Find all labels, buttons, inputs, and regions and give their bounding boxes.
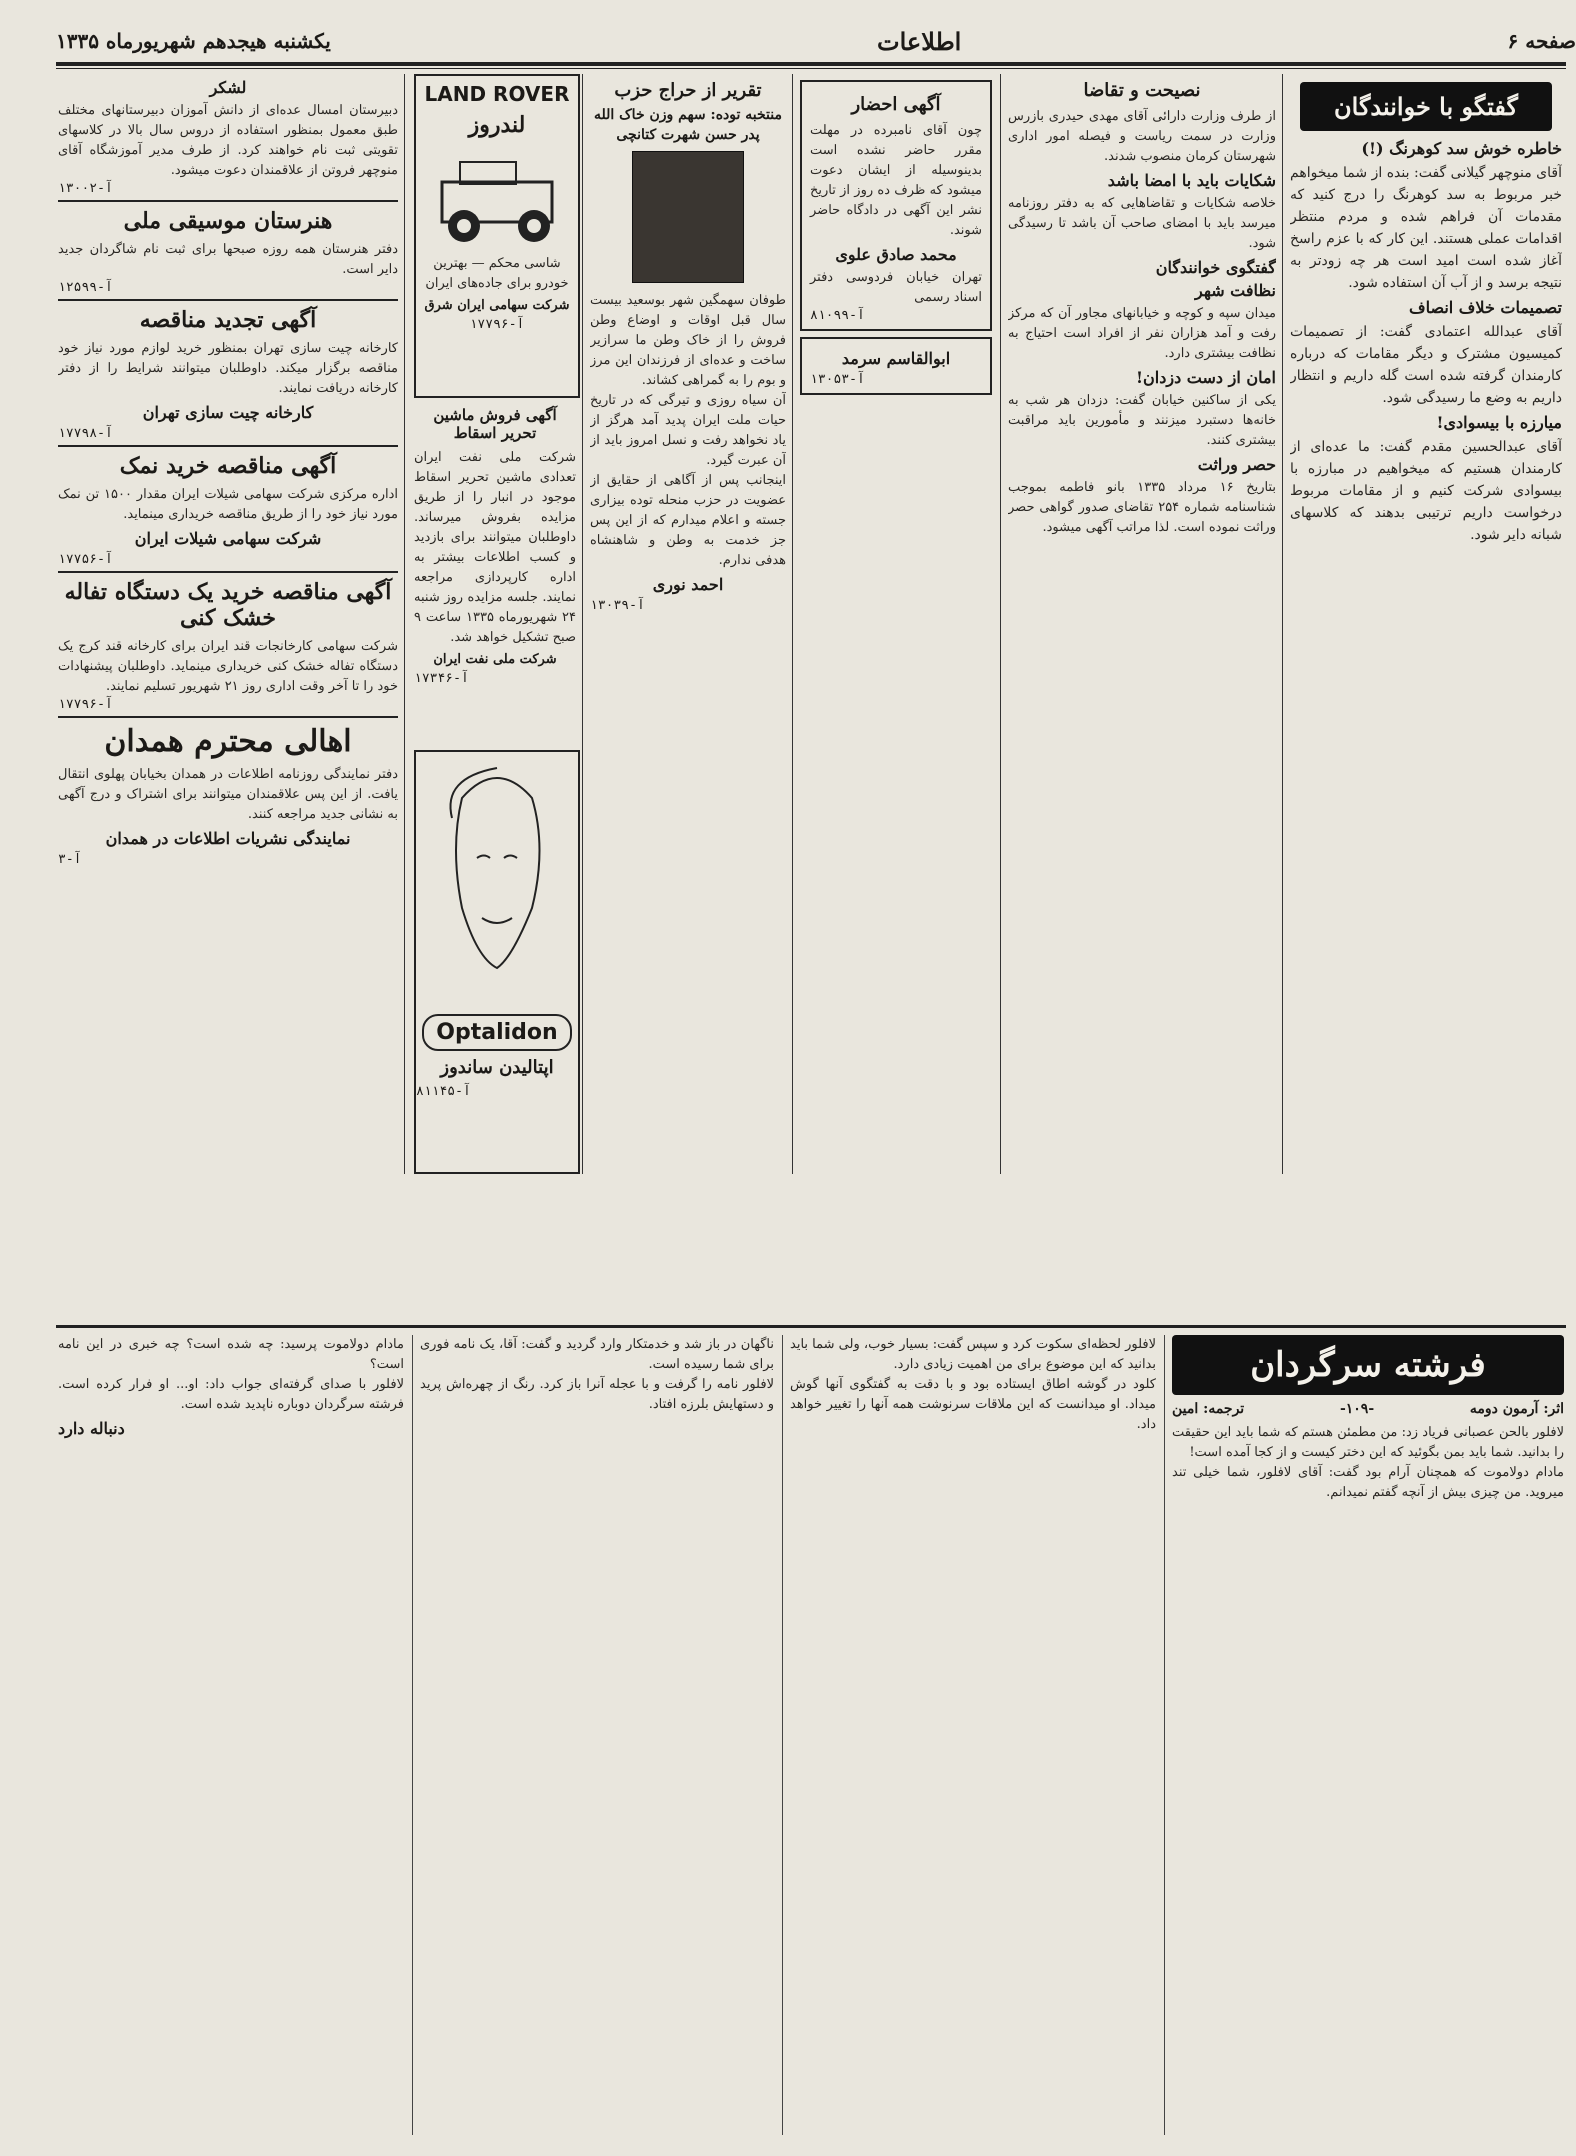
- readers-item2-text: آقای عبدالله اعتمادی گفت: از تصمیمات کمیسیون مشترک و دیگر مقامات که درباره کارمندان گرفته شده است گله داریم و انتظار داریم به وضع ما رسیدگی شود.: [1290, 324, 1562, 406]
- serial-p4: کلود در گوشه اطاق ایستاده بود و با دقت به گفتگوی آنها گوش میداد. او میدانست که این ملاقات سرنوشت همه آنها را تغییر خواهد داد.: [790, 1377, 1156, 1432]
- news-s3-title: نظافت شهر: [1195, 281, 1276, 300]
- ad1-text: دبیرستان امسال عده‌ای از دانش آموزان دبیرستانهای مختلف طبق معمول بمنظور استفاده از دروس سال بالا در کلاسهای تقویتی ثبت نام خواهند کرد. از طرف مدیر آموزشگاه آقای منوچهر فروتن از علاقمندان دعوت میشود.: [58, 103, 398, 178]
- serial-translator: ترجمه: امین: [1172, 1401, 1245, 1417]
- decl-text2: آن سیاه روزی و تیرگی که در تاریخ حیات ملت ایران پدید آمد هرگز از یاد نخواهد رفت و نسل امروز باید از آن عبرت گیرد.: [590, 393, 786, 468]
- typewriter-title: آگهی فروش ماشین تحریر اسقاط: [433, 406, 557, 442]
- serial-top-rule: [56, 1325, 1566, 1328]
- serial-column-4: [58, 1335, 404, 2135]
- page-number: صفحه ۶: [1507, 29, 1576, 53]
- notice-sig: محمد صادق علوی: [835, 245, 957, 264]
- land-rover-ad: [414, 74, 580, 398]
- land-rover-illustration: [422, 144, 572, 254]
- serial-continued: دنباله دارد: [58, 1419, 125, 1438]
- ad2-code: آ-۱۲۵۹۹: [58, 280, 113, 295]
- ad-separator: [58, 445, 398, 447]
- ad4-sig: شرکت سهامی شیلات ایران: [134, 529, 322, 548]
- land-rover-tagline: شاسی محکم — بهترین خودرو برای جاده‌های ایران: [425, 256, 569, 291]
- decl-text3: اینجانب پس از آگاهی از حقایق از عضویت در حزب منحله توده بیزاری جسته و اعلام میدارم که از این پس جز خدمت به وطن و شاهنشاه هدفی ندارم.: [590, 473, 786, 568]
- header-rule: [56, 62, 1566, 66]
- page-header: [56, 26, 1576, 56]
- ad3-text: کارخانه چیت سازی تهران بمنظور خرید لوازم مورد نیاز خود مناقصه برگزار میکند. داوطلبان میتوانند شرایط را از دفتر کارخانه دریافت نمایند.: [58, 341, 398, 396]
- news-s1-text: خلاصه شکایات و تقاضاهایی که به دفتر روزنامه میرسد باید با امضای صاحب آن باشد تا رسیدگی شود.: [1008, 196, 1276, 251]
- ad1-code: آ-۱۳۰۰۲: [58, 181, 113, 196]
- serial-column-3: [420, 1335, 774, 2135]
- ad6-sig: نمایندگی نشریات اطلاعات در همدان: [105, 829, 351, 848]
- column-news: [1008, 74, 1276, 1174]
- optalidon-code: آ-۸۱۱۴۵: [416, 1084, 471, 1099]
- decl-subtitle2: پدر حسن شهرت کتانچی: [616, 127, 760, 143]
- serial-divider: [782, 1335, 783, 2135]
- typewriter-sig: شرکت ملی نفت ایران: [433, 652, 557, 667]
- land-rover-company: شرکت سهامی ایران شرق: [424, 298, 570, 313]
- news-s5-title: حصر وراثت: [1197, 455, 1276, 474]
- land-rover-code: آ-۱۷۷۹۶: [469, 317, 525, 332]
- serial-column-1: [1172, 1335, 1564, 2135]
- ad6-code: آ-۳: [58, 852, 82, 867]
- paper-name: اطلاعات: [877, 26, 962, 56]
- ad5-code: آ-۱۷۷۹۶: [58, 697, 113, 712]
- notice-code: آ-۸۱۰۹۹: [810, 308, 865, 323]
- column-divider: [404, 74, 405, 1174]
- ad2-text: دفتر هنرستان همه روزه صبحها برای ثبت نام شاگردان جدید دایر است.: [58, 242, 398, 277]
- land-rover-brand-fa: لندروز: [468, 112, 526, 138]
- serial-divider: [1164, 1335, 1165, 2135]
- news-s5-text: بتاریخ ۱۶ مرداد ۱۳۳۵ بانو فاطمه بموجب شناسنامه شماره ۲۵۴ تقاضای صدور گواهی حصر وراثت نموده است. لذا مراتب آگهی میشود.: [1008, 480, 1276, 535]
- typewriter-code: آ-۱۷۳۴۶: [414, 671, 469, 686]
- serial-p6: لافلور نامه را گرفت و با عجله آنرا باز کرد. رنگ از چهره‌اش پرید و دستهایش بلرزه افتاد.: [420, 1377, 774, 1412]
- ad5-text: شرکت سهامی کارخانجات قند ایران برای کارخانه قند کرج یک دستگاه تفاله خشک کنی خریداری مینماید. داوطلبان پیشنهادات خود را تا آخر وقت اداری روز ۲۱ شهریور تسلیم نمایند.: [58, 639, 398, 694]
- ad-separator: [58, 200, 398, 202]
- ad4-text: اداره مرکزی شرکت سهامی شیلات ایران مقدار ۱۵۰۰ تن نمک مورد نیاز خود را از طریق مناقصه خریداری مینماید.: [58, 487, 398, 522]
- serial-banner: فرشته سرگردان: [1172, 1335, 1564, 1395]
- ad-separator: [58, 716, 398, 718]
- column-divider: [1000, 74, 1001, 1174]
- news-title: نصیحت و تقاضا: [1083, 80, 1201, 101]
- notice-text: چون آقای نامبرده در مهلت مقرر حاضر نشده است بدینوسیله از ایشان دعوت میشود که ظرف ده روز از تاریخ نشر این آگهی در دادگاه حاضر شوند.: [810, 123, 982, 238]
- ad5-title: آگهی مناقصه خرید یک دستگاه تفاله خشک کنی: [64, 579, 392, 631]
- ad3-code: آ-۱۷۷۹۸: [58, 426, 113, 441]
- news-text: از طرف وزارت دارائی آقای مهدی حیدری بازرس وزارت در سمت ریاست و فیصله امور اداری شهرستان کرمان منصوب شدند.: [1008, 109, 1276, 164]
- column-divider: [792, 74, 793, 1174]
- decl-sig: احمد نوری: [652, 575, 724, 594]
- ad4-title: آگهی مناقصه خرید نمک: [119, 453, 337, 479]
- readers-item3-text: آقای عبدالحسین مقدم گفت: ما عده‌ای از کارمندان هستیم که میخواهیم در مبارزه با بیسوادی شرکت کنیم و از مقامات مربوط درخواست داریم ترتیبی بدهند که کلاسهای شبانه دایر شود.: [1290, 439, 1562, 543]
- serial-divider: [412, 1335, 413, 2135]
- typewriter-text: شرکت ملی نفت ایران تعدادی ماشین تحریر اسقاط موجود در انبار را از طریق مزایده بفروش میرساند. داوطلبان میتوانند برای بازدید و کسب اطلاعات بیشتر به اداره کارپردازی مراجعه نمایند. جلسه مزایده روز شنبه ۲۴ شهریورماه ۱۳۳۵ ساعت ۹ صبح تشکیل خواهد شد.: [414, 450, 576, 645]
- serial-p5: ناگهان در باز شد و خدمتکار وارد گردید و گفت: آقا، یک نامه فوری برای شما رسیده است.: [420, 1337, 774, 1372]
- ad-separator: [58, 299, 398, 301]
- land-rover-brand: LAND ROVER: [424, 82, 570, 106]
- serial-meta: [1172, 1401, 1564, 1417]
- news-s4-title: امان از دست دزدان!: [1136, 368, 1276, 387]
- decl-title: تقرير از حراج حزب: [614, 80, 762, 101]
- news-s3-text: میدان سپه و کوچه و خیابانهای مجاور آن که مرکز رفت و آمد هزاران نفر از افراد است احتیاج به نظافت بیشتری دارد.: [1008, 306, 1276, 361]
- column-declaration: [590, 74, 786, 1174]
- optalidon-ad: [414, 750, 580, 1174]
- ad6-text: دفتر نمایندگی روزنامه اطلاعات در همدان بخیابان پهلوی انتقال یافت. از این پس علاقمندان میتوانند برای اشتراک و درج آگهی به نشانی جدید مراجعه کنند.: [58, 767, 398, 822]
- column-divider: [1282, 74, 1283, 1174]
- ad2-title: هنرستان موسیقی ملی: [123, 208, 333, 234]
- decl-subtitle: منتخبه توده: سهم وزن خاک الله: [593, 107, 782, 123]
- notice-title: آگهی احضار: [851, 94, 941, 115]
- ad6-title: اهالی محترم همدان: [104, 724, 352, 759]
- notice-code2: آ-۱۳۰۵۳: [810, 372, 865, 387]
- ad3-sig: کارخانه چیت سازی تهران: [142, 403, 314, 422]
- serial-p1: لافلور بالحن عصبانی فریاد زد: من مطمئن هستم که شما باید این حقیقت را بدانید. شما باید بمن بگوئید که این دختر کیست و از کجا آمده است!: [1172, 1425, 1564, 1460]
- readers-banner: گفتگو با خوانندگان: [1300, 82, 1552, 131]
- readers-item2-title: تصمیمات خلاف انصاف: [1409, 298, 1562, 317]
- notice-sig2: ابوالقاسم سرمد: [841, 349, 951, 368]
- column-divider: [582, 74, 583, 1174]
- news-s1-title: شکایات باید با امضا باشد: [1107, 171, 1276, 190]
- ad3-title: آگهی تجدید مناقصه: [139, 307, 317, 333]
- serial-p3: لافلور لحظه‌ای سکوت کرد و سپس گفت: بسیار خوب، ولی شما باید بدانید که این موضوع برای من اهمیت زیادی دارد.: [790, 1337, 1156, 1372]
- woman-face-illustration: [422, 758, 572, 1008]
- serial-number: -۱۰۹-: [1339, 1401, 1375, 1417]
- header-rule-thin: [56, 68, 1566, 69]
- readers-item3-title: میارزه با بیسوادی!: [1436, 413, 1562, 432]
- readers-item1-text: آقای منوچهر گیلانی گفت: بنده از شما میخواهم خبر مربوط به سد کوهرنگ را درج کنید که مقدمات آن فراهم شده و مردم منتظر اقدامات عملی هستند. این کار که با عزم راسخ آغاز شده است امید است هر چه زودتر به نتیجه برسد و از آب آن استفاده شود.: [1290, 165, 1562, 291]
- decl-text1: طوفان سهمگین شهر بوسعید بیست سال قبل اوقات و اوضاع وطن فروش را از خاک وطن ما سرازیر ساخت و عده‌ای از فرزندان این مرز و بوم را به گمراهی کشاند.: [590, 293, 786, 388]
- decl-code: آ-۱۳۰۳۹: [590, 598, 645, 613]
- portrait-photo: [632, 151, 744, 283]
- column-readers: [1290, 74, 1562, 1174]
- serial-p2: مادام دولاموت که همچنان آرام بود گفت: آقای لافلور، شما خیلی تند میروید. من چیزی بیش از آنچه گفتم نمیدانم.: [1172, 1465, 1564, 1500]
- news-s4-text: یکی از ساکنین خیابان گفت: دزدان هر شب به خانه‌ها دستبرد میزنند و مأمورین باید مراقبت بیشتری کنند.: [1008, 393, 1276, 448]
- serial-author: اثر: آرمون دومه: [1469, 1401, 1564, 1417]
- column-notice: [800, 74, 992, 1174]
- notice-addr: تهران خیابان فردوسی دفتر اسناد رسمی: [810, 270, 982, 305]
- ad-separator: [58, 571, 398, 573]
- typewriter-sale-ad: [414, 400, 576, 740]
- ad1-title: لشکر: [209, 78, 247, 97]
- column-ads-left: [58, 74, 398, 1174]
- optalidon-brand: Optalidon: [422, 1014, 572, 1051]
- readers-item1-title: خاطره خوش سد کوهرنگ (!): [1361, 139, 1562, 158]
- serial-column-2: [790, 1335, 1156, 2135]
- serial-p7: مادام دولاموت پرسید: چه شده است؟ چه خبری در این نامه است؟: [58, 1337, 404, 1372]
- news-s2-title: گفتگوی خوانندگان: [1155, 258, 1276, 277]
- optalidon-brand-fa: اپتالیدن ساندوز: [440, 1057, 554, 1078]
- issue-date: یکشنبه هیجدهم شهریورماه ۱۳۳۵: [56, 29, 331, 53]
- ad4-code: آ-۱۷۷۵۶: [58, 552, 113, 567]
- serial-p8: لافلور با صدای گرفته‌ای جواب داد: او... او فرار کرده است. فرشته سرگردان دوباره ناپدید شده است.: [58, 1377, 404, 1412]
